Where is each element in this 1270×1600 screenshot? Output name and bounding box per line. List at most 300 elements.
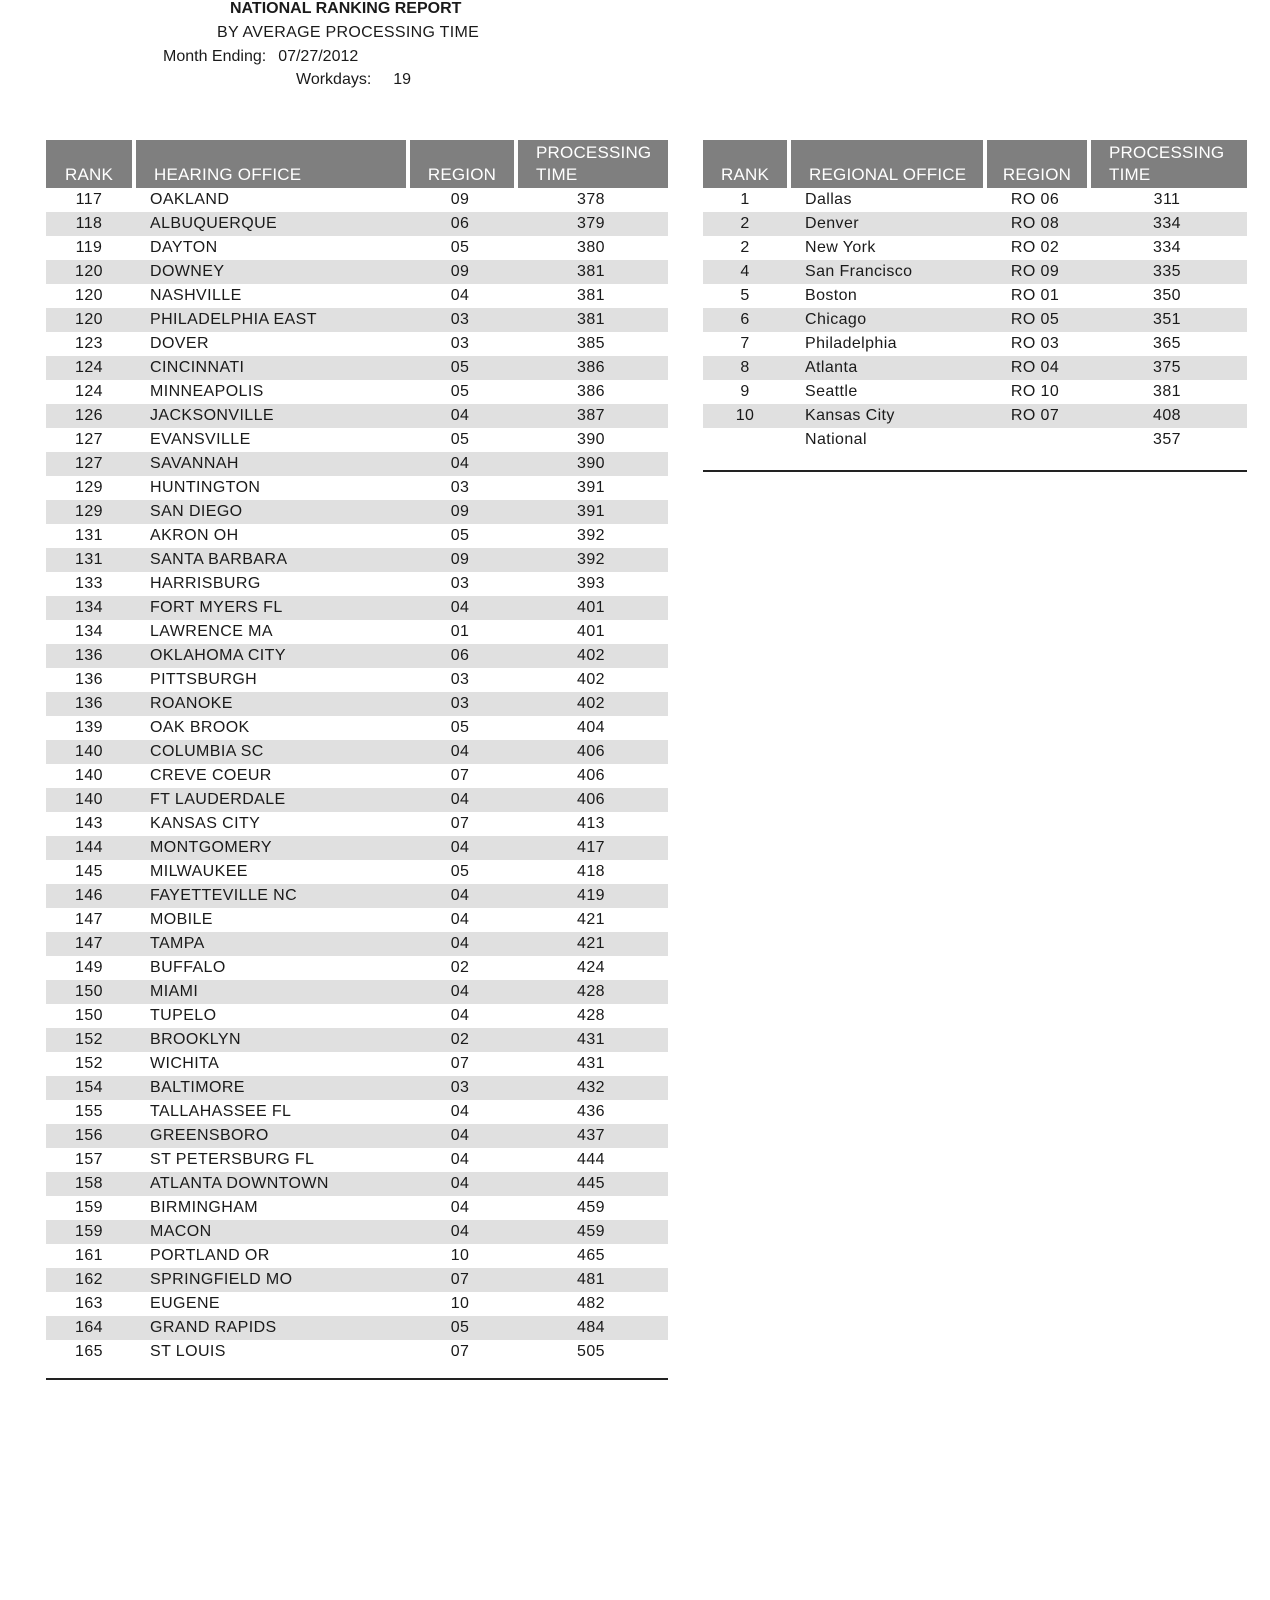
- time-cell: 428: [514, 1004, 668, 1028]
- rank-cell: 164: [46, 1316, 132, 1340]
- region-cell: 04: [406, 1172, 514, 1196]
- rank-cell: 152: [46, 1028, 132, 1052]
- office-cell: SPRINGFIELD MO: [132, 1268, 406, 1292]
- table-row: [46, 1292, 668, 1316]
- rank-cell: 124: [46, 356, 132, 380]
- office-cell: CINCINNATI: [132, 356, 406, 380]
- time-cell: 311: [1087, 188, 1247, 212]
- office-cell: Boston: [787, 284, 983, 308]
- time-cell: 431: [514, 1052, 668, 1076]
- time-cell: 357: [1087, 428, 1247, 452]
- rank-cell: 136: [46, 668, 132, 692]
- rank-cell: 161: [46, 1244, 132, 1268]
- rank-cell: 131: [46, 548, 132, 572]
- region-header: REGION: [983, 140, 1087, 188]
- rank-cell: 9: [703, 380, 787, 404]
- rank-cell: 2: [703, 236, 787, 260]
- office-cell: Dallas: [787, 188, 983, 212]
- region-cell: 04: [406, 884, 514, 908]
- rank-cell: 131: [46, 524, 132, 548]
- hearing-table-bottom-rule: [46, 1378, 668, 1380]
- office-cell: FAYETTEVILLE NC: [132, 884, 406, 908]
- office-cell: Kansas City: [787, 404, 983, 428]
- time-cell: 424: [514, 956, 668, 980]
- region-cell: RO 03: [983, 332, 1087, 356]
- office-cell: TAMPA: [132, 932, 406, 956]
- office-cell: SAVANNAH: [132, 452, 406, 476]
- region-cell: 09: [406, 548, 514, 572]
- region-cell: 04: [406, 836, 514, 860]
- rank-cell: 119: [46, 236, 132, 260]
- office-cell: FORT MYERS FL: [132, 596, 406, 620]
- table-row: [46, 284, 668, 308]
- time-cell: 381: [514, 308, 668, 332]
- region-cell: 04: [406, 980, 514, 1004]
- office-cell: Philadelphia: [787, 332, 983, 356]
- time-cell: 406: [514, 788, 668, 812]
- office-cell: ALBUQUERQUE: [132, 212, 406, 236]
- rank-header: RANK: [703, 140, 787, 188]
- table-row: [703, 260, 1247, 284]
- rank-cell: 129: [46, 500, 132, 524]
- rank-cell: 155: [46, 1100, 132, 1124]
- region-cell: RO 06: [983, 188, 1087, 212]
- office-cell: OAK BROOK: [132, 716, 406, 740]
- table-row: [46, 644, 668, 668]
- table-row: [46, 788, 668, 812]
- table-row: [46, 476, 668, 500]
- table-row: [703, 188, 1247, 212]
- region-cell: 04: [406, 1100, 514, 1124]
- time-cell: 404: [514, 716, 668, 740]
- table-row: [46, 764, 668, 788]
- rank-cell: 159: [46, 1196, 132, 1220]
- table-row: [703, 284, 1247, 308]
- office-cell: ATLANTA DOWNTOWN: [132, 1172, 406, 1196]
- rank-cell: 140: [46, 740, 132, 764]
- regional-office-table: [703, 140, 1247, 452]
- table-row: [46, 1100, 668, 1124]
- workdays-label: Workdays:: [296, 71, 372, 88]
- rank-cell: 163: [46, 1292, 132, 1316]
- office-cell: DAYTON: [132, 236, 406, 260]
- time-cell: 392: [514, 548, 668, 572]
- time-cell: 391: [514, 500, 668, 524]
- region-cell: 05: [406, 380, 514, 404]
- table-row: [46, 620, 668, 644]
- rank-cell: 133: [46, 572, 132, 596]
- rank-cell: 120: [46, 284, 132, 308]
- region-cell: 01: [406, 620, 514, 644]
- regional-table-bottom-rule: [703, 470, 1247, 472]
- region-cell: 03: [406, 692, 514, 716]
- region-cell: 06: [406, 212, 514, 236]
- office-cell: EVANSVILLE: [132, 428, 406, 452]
- time-cell: 505: [514, 1340, 668, 1364]
- office-cell: Chicago: [787, 308, 983, 332]
- time-cell: 385: [514, 332, 668, 356]
- time-cell: 437: [514, 1124, 668, 1148]
- office-cell: TALLAHASSEE FL: [132, 1100, 406, 1124]
- rank-cell: 139: [46, 716, 132, 740]
- table-row: [46, 188, 668, 212]
- time-cell: 386: [514, 356, 668, 380]
- region-cell: 03: [406, 476, 514, 500]
- office-cell: OKLAHOMA CITY: [132, 644, 406, 668]
- rank-cell: 152: [46, 1052, 132, 1076]
- rank-cell: 10: [703, 404, 787, 428]
- table-row: [46, 236, 668, 260]
- region-cell: 06: [406, 644, 514, 668]
- office-cell: Atlanta: [787, 356, 983, 380]
- region-cell: 07: [406, 1052, 514, 1076]
- region-cell: 09: [406, 500, 514, 524]
- table-row: [46, 1316, 668, 1340]
- time-cell: 482: [514, 1292, 668, 1316]
- table-row: [46, 260, 668, 284]
- office-cell: PORTLAND OR: [132, 1244, 406, 1268]
- table-row: [46, 1244, 668, 1268]
- table-row: [46, 500, 668, 524]
- table-row: [46, 1340, 668, 1364]
- office-cell: HARRISBURG: [132, 572, 406, 596]
- office-cell: National: [787, 428, 983, 452]
- office-cell: AKRON OH: [132, 524, 406, 548]
- rank-cell: 156: [46, 1124, 132, 1148]
- processing-time-header-line1: PROCESSING: [1109, 143, 1225, 162]
- rank-cell: 134: [46, 620, 132, 644]
- region-cell: RO 08: [983, 212, 1087, 236]
- rank-cell: 4: [703, 260, 787, 284]
- rank-cell: 147: [46, 932, 132, 956]
- regional-office-rows: [703, 188, 1247, 452]
- office-cell: BUFFALO: [132, 956, 406, 980]
- rank-cell: 157: [46, 1148, 132, 1172]
- office-cell: BIRMINGHAM: [132, 1196, 406, 1220]
- office-cell: WICHITA: [132, 1052, 406, 1076]
- region-cell: 05: [406, 716, 514, 740]
- office-cell: EUGENE: [132, 1292, 406, 1316]
- region-cell: 03: [406, 668, 514, 692]
- region-cell: 04: [406, 932, 514, 956]
- office-cell: HUNTINGTON: [132, 476, 406, 500]
- time-cell: 379: [514, 212, 668, 236]
- table-row: [46, 356, 668, 380]
- time-cell: 421: [514, 908, 668, 932]
- table-row: [46, 1196, 668, 1220]
- office-cell: SANTA BARBARA: [132, 548, 406, 572]
- table-row: [46, 1124, 668, 1148]
- rank-cell: 2: [703, 212, 787, 236]
- office-cell: GREENSBORO: [132, 1124, 406, 1148]
- office-cell: New York: [787, 236, 983, 260]
- regional-office-header: REGIONAL OFFICE: [787, 140, 983, 188]
- office-cell: KANSAS CITY: [132, 812, 406, 836]
- office-cell: COLUMBIA SC: [132, 740, 406, 764]
- region-cell: 07: [406, 764, 514, 788]
- office-cell: BALTIMORE: [132, 1076, 406, 1100]
- table-row: [46, 812, 668, 836]
- region-cell: 07: [406, 812, 514, 836]
- time-cell: 402: [514, 692, 668, 716]
- region-cell: RO 07: [983, 404, 1087, 428]
- region-cell: 04: [406, 1004, 514, 1028]
- table-row: [46, 932, 668, 956]
- time-cell: 390: [514, 452, 668, 476]
- table-row: [46, 956, 668, 980]
- office-cell: LAWRENCE MA: [132, 620, 406, 644]
- month-ending: [163, 48, 358, 66]
- time-cell: 350: [1087, 284, 1247, 308]
- region-cell: 04: [406, 1124, 514, 1148]
- time-cell: 431: [514, 1028, 668, 1052]
- rank-cell: 162: [46, 1268, 132, 1292]
- rank-cell: 158: [46, 1172, 132, 1196]
- time-cell: 436: [514, 1100, 668, 1124]
- time-cell: 387: [514, 404, 668, 428]
- rank-cell: 136: [46, 644, 132, 668]
- processing-time-header: [1087, 140, 1247, 188]
- region-cell: 07: [406, 1340, 514, 1364]
- time-cell: 401: [514, 596, 668, 620]
- office-cell: MILWAUKEE: [132, 860, 406, 884]
- region-cell: 09: [406, 260, 514, 284]
- office-cell: MIAMI: [132, 980, 406, 1004]
- table-row: [46, 404, 668, 428]
- office-cell: PHILADELPHIA EAST: [132, 308, 406, 332]
- office-cell: FT LAUDERDALE: [132, 788, 406, 812]
- hearing-office-table: [46, 140, 668, 1364]
- rank-cell: 6: [703, 308, 787, 332]
- rank-cell: 165: [46, 1340, 132, 1364]
- region-cell: 05: [406, 524, 514, 548]
- office-cell: PITTSBURGH: [132, 668, 406, 692]
- table-row: [46, 692, 668, 716]
- time-cell: 365: [1087, 332, 1247, 356]
- rank-cell: 147: [46, 908, 132, 932]
- table-row: [46, 428, 668, 452]
- region-cell: 05: [406, 1316, 514, 1340]
- time-cell: 380: [514, 236, 668, 260]
- time-cell: 390: [514, 428, 668, 452]
- office-cell: BROOKLYN: [132, 1028, 406, 1052]
- time-cell: 381: [514, 260, 668, 284]
- table-row: [46, 524, 668, 548]
- rank-cell: 120: [46, 260, 132, 284]
- time-cell: 408: [1087, 404, 1247, 428]
- office-cell: Denver: [787, 212, 983, 236]
- table-row: [703, 212, 1247, 236]
- time-cell: 391: [514, 476, 668, 500]
- processing-time-header-line2: TIME: [536, 165, 578, 184]
- month-ending-value: 07/27/2012: [278, 48, 359, 65]
- office-cell: Seattle: [787, 380, 983, 404]
- region-cell: 03: [406, 308, 514, 332]
- region-cell: 05: [406, 236, 514, 260]
- office-cell: ST PETERSBURG FL: [132, 1148, 406, 1172]
- region-cell: 04: [406, 284, 514, 308]
- table-row: [46, 908, 668, 932]
- office-cell: DOVER: [132, 332, 406, 356]
- time-cell: 351: [1087, 308, 1247, 332]
- month-ending-label: Month Ending:: [163, 48, 267, 65]
- table-row: [46, 548, 668, 572]
- table-row: [46, 1172, 668, 1196]
- rank-cell: 149: [46, 956, 132, 980]
- region-cell: 04: [406, 596, 514, 620]
- office-cell: San Francisco: [787, 260, 983, 284]
- rank-cell: 120: [46, 308, 132, 332]
- rank-cell: [703, 428, 787, 452]
- region-cell: RO 02: [983, 236, 1087, 260]
- table-row: [46, 740, 668, 764]
- office-cell: MONTGOMERY: [132, 836, 406, 860]
- time-cell: 393: [514, 572, 668, 596]
- region-cell: 03: [406, 572, 514, 596]
- region-cell: 04: [406, 1148, 514, 1172]
- office-cell: SAN DIEGO: [132, 500, 406, 524]
- table-row: [46, 380, 668, 404]
- rank-cell: 123: [46, 332, 132, 356]
- table-row: [46, 1076, 668, 1100]
- region-cell: 05: [406, 428, 514, 452]
- region-cell: 02: [406, 956, 514, 980]
- time-cell: 413: [514, 812, 668, 836]
- table-row: [46, 572, 668, 596]
- time-cell: 459: [514, 1220, 668, 1244]
- rank-cell: 136: [46, 692, 132, 716]
- region-cell: 07: [406, 1268, 514, 1292]
- workdays: [296, 71, 411, 89]
- rank-cell: 127: [46, 452, 132, 476]
- region-cell: RO 09: [983, 260, 1087, 284]
- table-row: [703, 308, 1247, 332]
- rank-cell: 143: [46, 812, 132, 836]
- office-cell: NASHVILLE: [132, 284, 406, 308]
- region-cell: 02: [406, 1028, 514, 1052]
- region-cell: 04: [406, 740, 514, 764]
- rank-cell: 1: [703, 188, 787, 212]
- table-row: [46, 1220, 668, 1244]
- region-cell: 04: [406, 1196, 514, 1220]
- region-cell: RO 10: [983, 380, 1087, 404]
- office-cell: ROANOKE: [132, 692, 406, 716]
- time-cell: 445: [514, 1172, 668, 1196]
- time-cell: 444: [514, 1148, 668, 1172]
- time-cell: 392: [514, 524, 668, 548]
- rank-cell: 150: [46, 1004, 132, 1028]
- time-cell: 402: [514, 668, 668, 692]
- office-cell: MOBILE: [132, 908, 406, 932]
- office-cell: GRAND RAPIDS: [132, 1316, 406, 1340]
- processing-time-header: [514, 140, 668, 188]
- rank-cell: 126: [46, 404, 132, 428]
- rank-cell: 8: [703, 356, 787, 380]
- processing-time-header-line2: TIME: [1109, 165, 1151, 184]
- report-title: NATIONAL RANKING REPORT: [230, 0, 462, 17]
- table-row: [703, 428, 1247, 452]
- time-cell: 334: [1087, 212, 1247, 236]
- rank-cell: 159: [46, 1220, 132, 1244]
- table-header-row: [703, 140, 1247, 188]
- rank-cell: 5: [703, 284, 787, 308]
- region-header: REGION: [406, 140, 514, 188]
- rank-cell: 150: [46, 980, 132, 1004]
- report-subtitle: BY AVERAGE PROCESSING TIME: [217, 24, 480, 41]
- region-cell: 03: [406, 1076, 514, 1100]
- time-cell: 406: [514, 764, 668, 788]
- time-cell: 465: [514, 1244, 668, 1268]
- time-cell: 381: [1087, 380, 1247, 404]
- region-cell: 05: [406, 356, 514, 380]
- rank-header: RANK: [46, 140, 132, 188]
- table-row: [46, 884, 668, 908]
- time-cell: 418: [514, 860, 668, 884]
- hearing-office-rows: [46, 188, 668, 1364]
- table-row: [46, 980, 668, 1004]
- hearing-office-header: HEARING OFFICE: [132, 140, 406, 188]
- office-cell: ST LOUIS: [132, 1340, 406, 1364]
- rank-cell: 124: [46, 380, 132, 404]
- region-cell: RO 05: [983, 308, 1087, 332]
- table-row: [46, 1148, 668, 1172]
- region-cell: RO 01: [983, 284, 1087, 308]
- office-cell: JACKSONVILLE: [132, 404, 406, 428]
- region-cell: 10: [406, 1244, 514, 1268]
- table-row: [46, 668, 668, 692]
- time-cell: 484: [514, 1316, 668, 1340]
- region-cell: 04: [406, 452, 514, 476]
- table-row: [46, 452, 668, 476]
- time-cell: 402: [514, 644, 668, 668]
- table-row: [703, 356, 1247, 380]
- office-cell: MACON: [132, 1220, 406, 1244]
- region-cell: 04: [406, 908, 514, 932]
- rank-cell: 129: [46, 476, 132, 500]
- region-cell: [983, 428, 1087, 452]
- rank-cell: 118: [46, 212, 132, 236]
- region-cell: 10: [406, 1292, 514, 1316]
- table-row: [703, 380, 1247, 404]
- office-cell: DOWNEY: [132, 260, 406, 284]
- processing-time-header-line1: PROCESSING: [536, 143, 652, 162]
- region-cell: 04: [406, 788, 514, 812]
- time-cell: 401: [514, 620, 668, 644]
- time-cell: 406: [514, 740, 668, 764]
- rank-cell: 154: [46, 1076, 132, 1100]
- time-cell: 378: [514, 188, 668, 212]
- table-row: [46, 1028, 668, 1052]
- table-row: [46, 332, 668, 356]
- office-cell: TUPELO: [132, 1004, 406, 1028]
- table-row: [46, 860, 668, 884]
- table-row: [703, 332, 1247, 356]
- time-cell: 386: [514, 380, 668, 404]
- workdays-value: 19: [393, 71, 412, 88]
- region-cell: 04: [406, 1220, 514, 1244]
- time-cell: 428: [514, 980, 668, 1004]
- table-header-row: [46, 140, 668, 188]
- rank-cell: 146: [46, 884, 132, 908]
- region-cell: 09: [406, 188, 514, 212]
- table-row: [46, 716, 668, 740]
- time-cell: 432: [514, 1076, 668, 1100]
- office-cell: OAKLAND: [132, 188, 406, 212]
- time-cell: 419: [514, 884, 668, 908]
- time-cell: 375: [1087, 356, 1247, 380]
- time-cell: 421: [514, 932, 668, 956]
- rank-cell: 134: [46, 596, 132, 620]
